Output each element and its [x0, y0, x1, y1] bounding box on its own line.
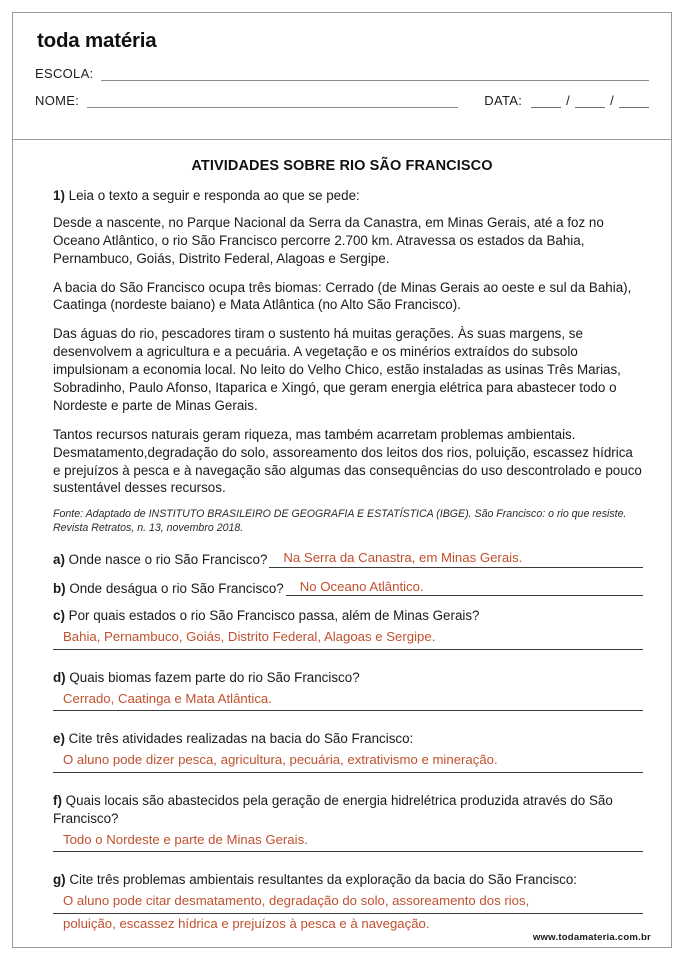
question-d-text — [53, 669, 643, 687]
question-b-text — [53, 581, 286, 596]
question-c — [53, 607, 643, 650]
question-g-text — [53, 871, 643, 889]
worksheet-body — [13, 141, 671, 948]
date-field-group — [458, 94, 649, 108]
footer-website: www.todamateria.com.br — [532, 932, 651, 943]
instruction-line — [41, 187, 643, 205]
question-f-letter: f) — [53, 792, 62, 808]
answer-c-text: Bahia, Pernambuco, Goiás, Distrito Federal, Alagoas e Sergipe. — [63, 628, 436, 644]
date-month-input[interactable] — [575, 96, 605, 108]
question-e — [53, 730, 643, 773]
date-label: DATA: — [484, 92, 523, 108]
answer-f-text: Todo o Nordeste e parte de Minas Gerais. — [63, 831, 308, 847]
school-label: ESCOLA: — [35, 65, 94, 81]
answer-g-rule-1[interactable] — [53, 891, 643, 914]
question-a-prompt: Onde nasce o rio São Francisco? — [68, 552, 268, 568]
question-g-prompt: Cite três problemas ambientais resultantes da exploração da bacia do São Francisco: — [69, 872, 578, 888]
instruction-text: Leia o texto a seguir e responda ao que se pede: — [68, 188, 360, 203]
instruction-number: 1) — [53, 188, 65, 203]
worksheet-header — [13, 13, 671, 140]
question-g — [53, 871, 643, 935]
answer-g-text-line1: O aluno pode citar desmatamento, degradação do solo, assoreamento dos rios, — [63, 893, 530, 909]
question-c-text — [53, 607, 643, 625]
question-c-letter: c) — [53, 608, 65, 624]
question-gap-c-d — [53, 662, 643, 669]
question-f-prompt: Quais locais são abastecidos pela geração de energia hidrelétrica produzida através do São Francisco? — [53, 792, 613, 826]
school-input-rule[interactable] — [101, 69, 649, 81]
question-b-prompt: Onde deságua o rio São Francisco? — [69, 580, 284, 596]
questions-list — [41, 550, 643, 936]
answer-c-rule[interactable] — [53, 627, 643, 650]
question-b-letter: b) — [53, 580, 66, 596]
reading-paragraph-2: A bacia do São Francisco ocupa três biomas: Cerrado (de Minas Gerais ao oeste e sul da Bahia), Caatinga (nordeste baiano) e Mata Atlântica (no Alto São Francisco). — [53, 279, 632, 313]
answer-e-text: O aluno pode dizer pesca, agricultura, pecuária, extrativismo e mineração. — [63, 752, 498, 768]
date-day-input[interactable] — [531, 96, 561, 108]
question-f-text — [53, 792, 643, 828]
source-citation: Fonte: Adaptado de INSTITUTO BRASILEIRO DE GEOGRAFIA E ESTATÍSTICA (IBGE). São Francisco: o rio que resiste. Revista Retratos, n. 13, novembro 2018. — [53, 508, 627, 535]
answer-g-text-line2: poluição, escassez hídrica e prejuízos à pesca e à navegação. — [63, 916, 430, 931]
reading-paragraph-3: Das águas do rio, pescadores tiram o sustento há muitas gerações. Às suas margens, se desenvolvem a agricultura e a pecuária. A vegetação e os minérios extraídos do subsolo impulsionam a economia local. No leito do Velho Chico, estão instaladas as usinas Três Marias, Sobradinho, Paulo Afonso, Itaparica e Xingó, que geram energia elétrica para abastecer todo o Nordeste e parte de Minas Gerais. — [53, 326, 621, 413]
school-field-row — [35, 67, 649, 81]
answer-a-rule[interactable] — [269, 550, 643, 567]
answer-d-rule[interactable] — [53, 689, 643, 712]
name-label: NOME: — [35, 92, 80, 108]
question-d — [53, 669, 643, 712]
answer-e-rule[interactable] — [53, 750, 643, 773]
date-separator-2: / — [610, 92, 614, 108]
page-title: ATIVIDADES SOBRE RIO SÃO FRANCISCO — [191, 158, 493, 174]
question-gap-e-f — [53, 785, 643, 792]
question-c-prompt: Por quais estados o rio São Francisco passa, além de Minas Gerais? — [68, 608, 480, 624]
question-e-letter: e) — [53, 731, 65, 747]
answer-a-text: Na Serra da Canastra, em Minas Gerais. — [283, 550, 523, 566]
question-d-prompt: Quais biomas fazem parte do rio São Francisco? — [69, 669, 360, 685]
date-year-input[interactable] — [619, 96, 649, 108]
question-f — [53, 792, 643, 852]
site-logo: toda matéria — [37, 29, 157, 52]
question-gap-d-e — [53, 723, 643, 730]
question-a-letter: a) — [53, 552, 65, 568]
question-e-text — [53, 730, 643, 748]
question-a — [53, 550, 643, 567]
answer-d-text: Cerrado, Caatinga e Mata Atlântica. — [63, 690, 272, 706]
question-d-letter: d) — [53, 669, 66, 685]
question-a-text — [53, 552, 269, 567]
question-g-letter: g) — [53, 872, 66, 888]
reading-paragraph-4: Tantos recursos naturais geram riqueza, mas também acarretam problemas ambientais. Desmatamento,degradação do solo, assoreamento dos leitos dos rios, poluição, escassez hídrica e prejuízos à pesca e à navegação são algumas das consequências do uso descontrolado e pouco sustentável desses recursos. — [53, 426, 642, 496]
answer-b-rule[interactable] — [286, 579, 643, 596]
question-e-prompt: Cite três atividades realizadas na bacia do São Francisco: — [68, 731, 414, 747]
date-separator-1: / — [566, 92, 571, 108]
name-input-rule[interactable] — [87, 96, 458, 108]
reading-paragraph-1: Desde a nascente, no Parque Nacional da Serra da Canastra, em Minas Gerais, até a foz no Oceano Atlântico, o rio São Francisco percorre 2.700 km. Atravessa os estados da Bahia, Pernambuco, Goiás, Distrito Federal, Alagoas e Sergipe. — [53, 214, 604, 266]
answer-b-text: No Oceano Atlântico. — [299, 578, 424, 594]
question-gap-f-g — [53, 864, 643, 871]
name-date-field-row — [35, 94, 649, 108]
question-b — [53, 579, 643, 596]
answer-f-rule[interactable] — [53, 830, 643, 853]
